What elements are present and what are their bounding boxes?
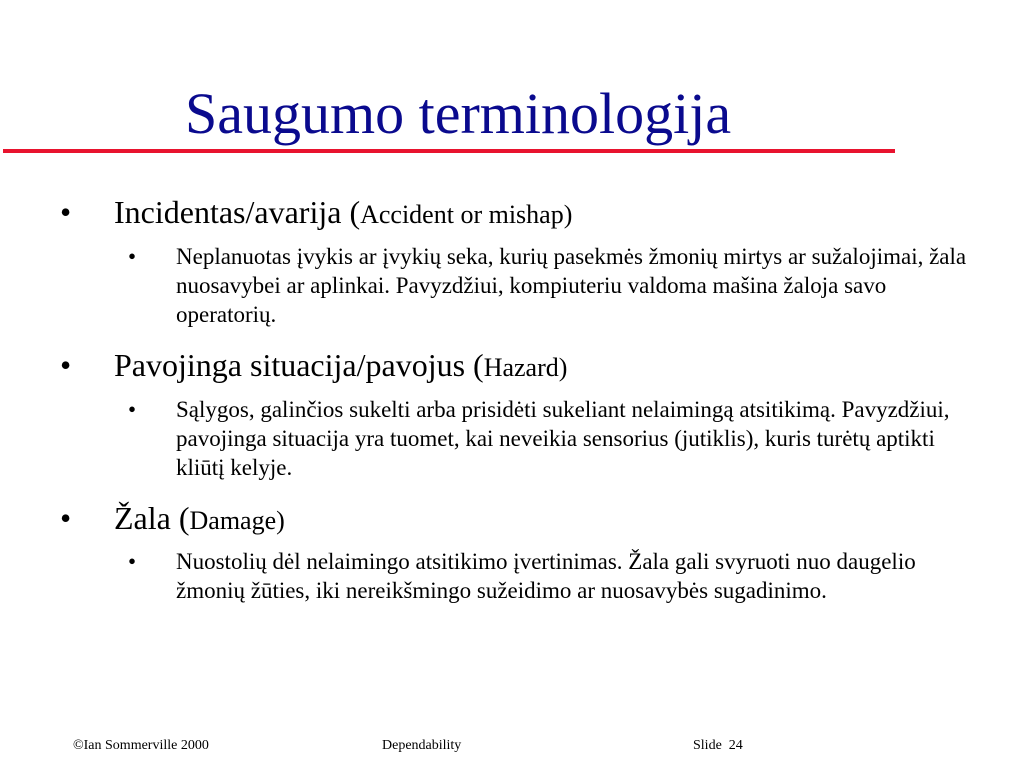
term-en: Accident or mishap) — [360, 200, 573, 229]
bullet-icon: • — [60, 194, 72, 230]
term-en: Damage) — [189, 506, 285, 535]
term-description: Nuostolių dėl nelaimingo atsitikimo įvertinimas. Žala gali svyruoti nuo daugelio žmonių žūties, iki nereikšmingo sužeidimo ar nuosavybės sugadinimo. — [176, 549, 916, 603]
term-description: Neplanuotas įvykis ar įvykių seka, kurių pasekmės žmonių mirtys ar sužalojimai, žala nuosavybei ar aplinkai. Pavyzdžiui, kompiuteriu valdoma mašina žaloja savo operatorių. — [176, 244, 967, 327]
term-label — [114, 499, 285, 540]
term-lt: Incidentas/avarija ( — [114, 194, 361, 230]
sub-bullet-icon: • — [128, 549, 137, 574]
term-lt: Žala ( — [114, 500, 190, 536]
footer-topic: Dependability — [382, 738, 462, 753]
sub-bullet-icon: • — [128, 244, 137, 269]
bullet-icon: • — [60, 500, 72, 536]
title-underline — [3, 149, 895, 153]
footer-copyright: ©Ian Sommerville 2000 — [73, 738, 209, 753]
term-lt: Pavojinga situacija/pavojus ( — [114, 347, 484, 383]
term-en: Hazard) — [483, 353, 568, 382]
bullet-icon: • — [60, 347, 72, 383]
sub-bullet-icon: • — [128, 397, 137, 422]
term-label — [114, 193, 572, 234]
slide-title: Saugumo terminologija — [185, 81, 732, 146]
term-description: Sąlygos, galinčios sukelti arba prisidėti sukeliant nelaimingą atsitikimą. Pavyzdžiui, pavojinga situacija yra tuomet, kai neveikia sensorius (jutiklis), kuris turėtų aptikti kliūtį kelyje. — [176, 397, 950, 480]
term-label — [114, 346, 567, 387]
footer-slide-number: Slide 24 — [693, 738, 743, 753]
